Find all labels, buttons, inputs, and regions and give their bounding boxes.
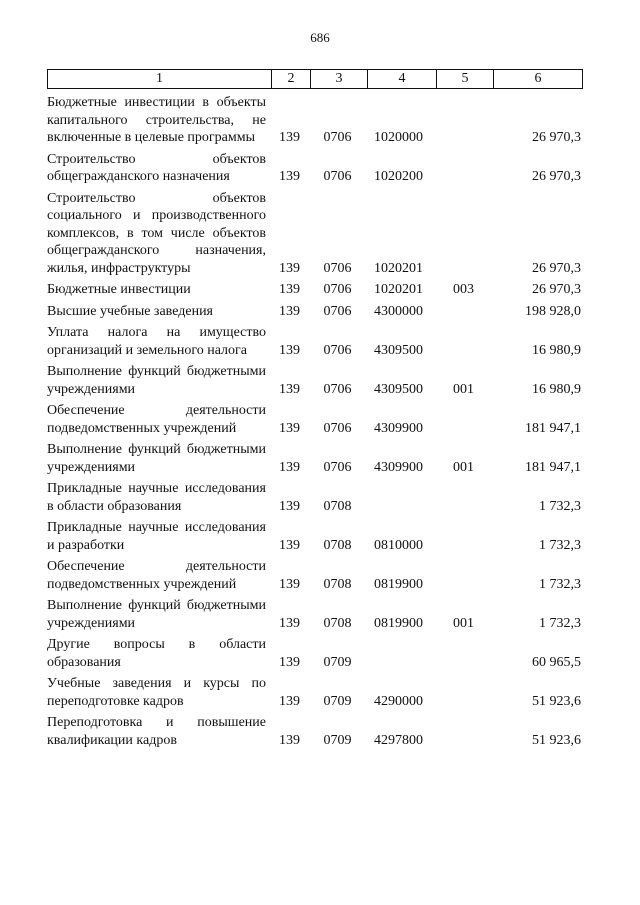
row-col-4: 4309900 [374,420,423,436]
row-col-2: 139 [279,130,300,145]
row-col-4: 1020000 [374,130,423,145]
table-row [47,324,583,359]
row-col-2: 139 [279,498,300,514]
row-col-4: 4300000 [374,303,423,319]
row-col-3: 0708 [323,498,352,514]
table-row [47,441,583,476]
row-col-5: 001 [453,381,474,397]
row-col-2: 139 [279,282,300,297]
row-amount: 1 732,3 [539,498,581,514]
row-col-2: 139 [279,693,300,709]
row-amount: 26 970,3 [532,169,581,184]
row-col-2: 139 [279,537,300,553]
table-row [47,636,583,671]
table-row [47,281,583,299]
row-col-3: 0708 [323,537,352,553]
row-col-3: 0706 [323,282,352,297]
row-description: Строительство объектов общегражданского назначения [47,151,266,184]
row-col-3: 0706 [323,381,352,397]
row-col-3: 0706 [323,260,352,276]
row-col-4: 1020201 [374,282,423,297]
row-col-2: 139 [279,732,300,748]
row-description: Выполнение функций бюджетными учреждениями [47,442,266,475]
row-description: Бюджетные инвестиции [47,282,191,297]
row-amount: 60 965,5 [532,654,581,670]
row-col-3: 0706 [323,303,352,319]
row-col-2: 139 [279,169,300,184]
table-row [47,519,583,554]
row-col-3: 0709 [323,693,352,709]
row-description: Уплата налога на имущество организаций и земельного налога [47,325,266,358]
row-amount: 1 732,3 [539,576,581,592]
table-row [47,558,583,593]
row-amount: 198 928,0 [525,303,581,319]
row-col-2: 139 [279,576,300,592]
row-col-4: 4297800 [374,732,423,748]
row-col-3: 0706 [323,130,352,145]
row-col-4: 0810000 [374,537,423,553]
row-col-2: 139 [279,381,300,397]
row-amount: 26 970,3 [532,260,581,276]
row-col-2: 139 [279,342,300,358]
header-col-4: 4 [367,70,436,88]
row-amount: 51 923,6 [532,732,581,748]
table-body [47,94,583,753]
row-description: Прикладные научные исследования в области образования [47,481,266,514]
row-amount: 181 947,1 [525,420,581,436]
row-col-4: 4309500 [374,381,423,397]
row-description: Выполнение функций бюджетными учреждениями [47,598,266,631]
row-amount: 26 970,3 [532,282,581,297]
row-description: Учебные заведения и курсы по переподготовке кадров [47,676,266,709]
row-description: Другие вопросы в области образования [47,637,266,670]
page-number: 686 [310,30,330,45]
header-col-6: 6 [493,70,582,88]
row-description: Обеспечение деятельности подведомственных учреждений [47,559,266,592]
row-col-3: 0706 [323,459,352,475]
row-amount: 1 732,3 [539,537,581,553]
table-row [47,303,583,321]
table-row [47,675,583,710]
row-col-3: 0706 [323,420,352,436]
header-col-1: 1 [156,71,163,86]
row-col-3: 0709 [323,732,352,748]
row-col-3: 0709 [323,654,352,670]
row-col-4: 4309900 [374,459,423,475]
row-amount: 181 947,1 [525,459,581,475]
row-description: Прикладные научные исследования и разработки [47,520,266,553]
row-description: Бюджетные инвестиции в объекты капитального строительства, не включенные в целевые программы [47,95,266,145]
row-col-4: 1020200 [374,169,423,184]
header-col-2: 2 [271,70,310,88]
row-col-5: 001 [453,615,474,631]
row-description: Выполнение функций бюджетными учреждениями [47,364,266,397]
row-col-4: 4290000 [374,693,423,709]
header-col-3: 3 [310,70,367,88]
row-amount: 51 923,6 [532,693,581,709]
row-description: Обеспечение деятельности подведомственных учреждений [47,403,266,436]
row-col-4: 1020201 [374,260,423,276]
row-col-5: 003 [453,282,474,297]
table-row [47,94,583,147]
row-col-2: 139 [279,459,300,475]
row-col-4: 0819900 [374,576,423,592]
row-col-3: 0706 [323,169,352,184]
row-col-3: 0706 [323,342,352,358]
row-col-2: 139 [279,260,300,276]
header-col-5: 5 [436,70,493,88]
table-row [47,363,583,398]
row-col-3: 0708 [323,576,352,592]
row-col-4: 0819900 [374,615,423,631]
row-amount: 1 732,3 [539,615,581,631]
table-row [47,480,583,515]
row-description: Высшие учебные заведения [47,303,213,319]
table-row [47,190,583,278]
row-amount: 16 980,9 [532,342,581,358]
row-col-5: 001 [453,459,474,475]
table-row [47,714,583,749]
row-description: Переподготовка и повышение квалификации кадров [47,715,266,748]
row-col-4: 4309500 [374,342,423,358]
row-col-2: 139 [279,303,300,319]
row-description: Строительство объектов социального и производственного комплексов, в том числе объектов общегражданского назначения, жилья, инфраструктуры [47,190,266,276]
row-col-3: 0708 [323,615,352,631]
row-amount: 26 970,3 [532,130,581,145]
row-col-2: 139 [279,420,300,436]
table-header [47,69,583,89]
table-row [47,151,583,186]
table-row [47,597,583,632]
table-row [47,402,583,437]
row-amount: 16 980,9 [532,381,581,397]
row-col-2: 139 [279,654,300,670]
row-col-2: 139 [279,615,300,631]
